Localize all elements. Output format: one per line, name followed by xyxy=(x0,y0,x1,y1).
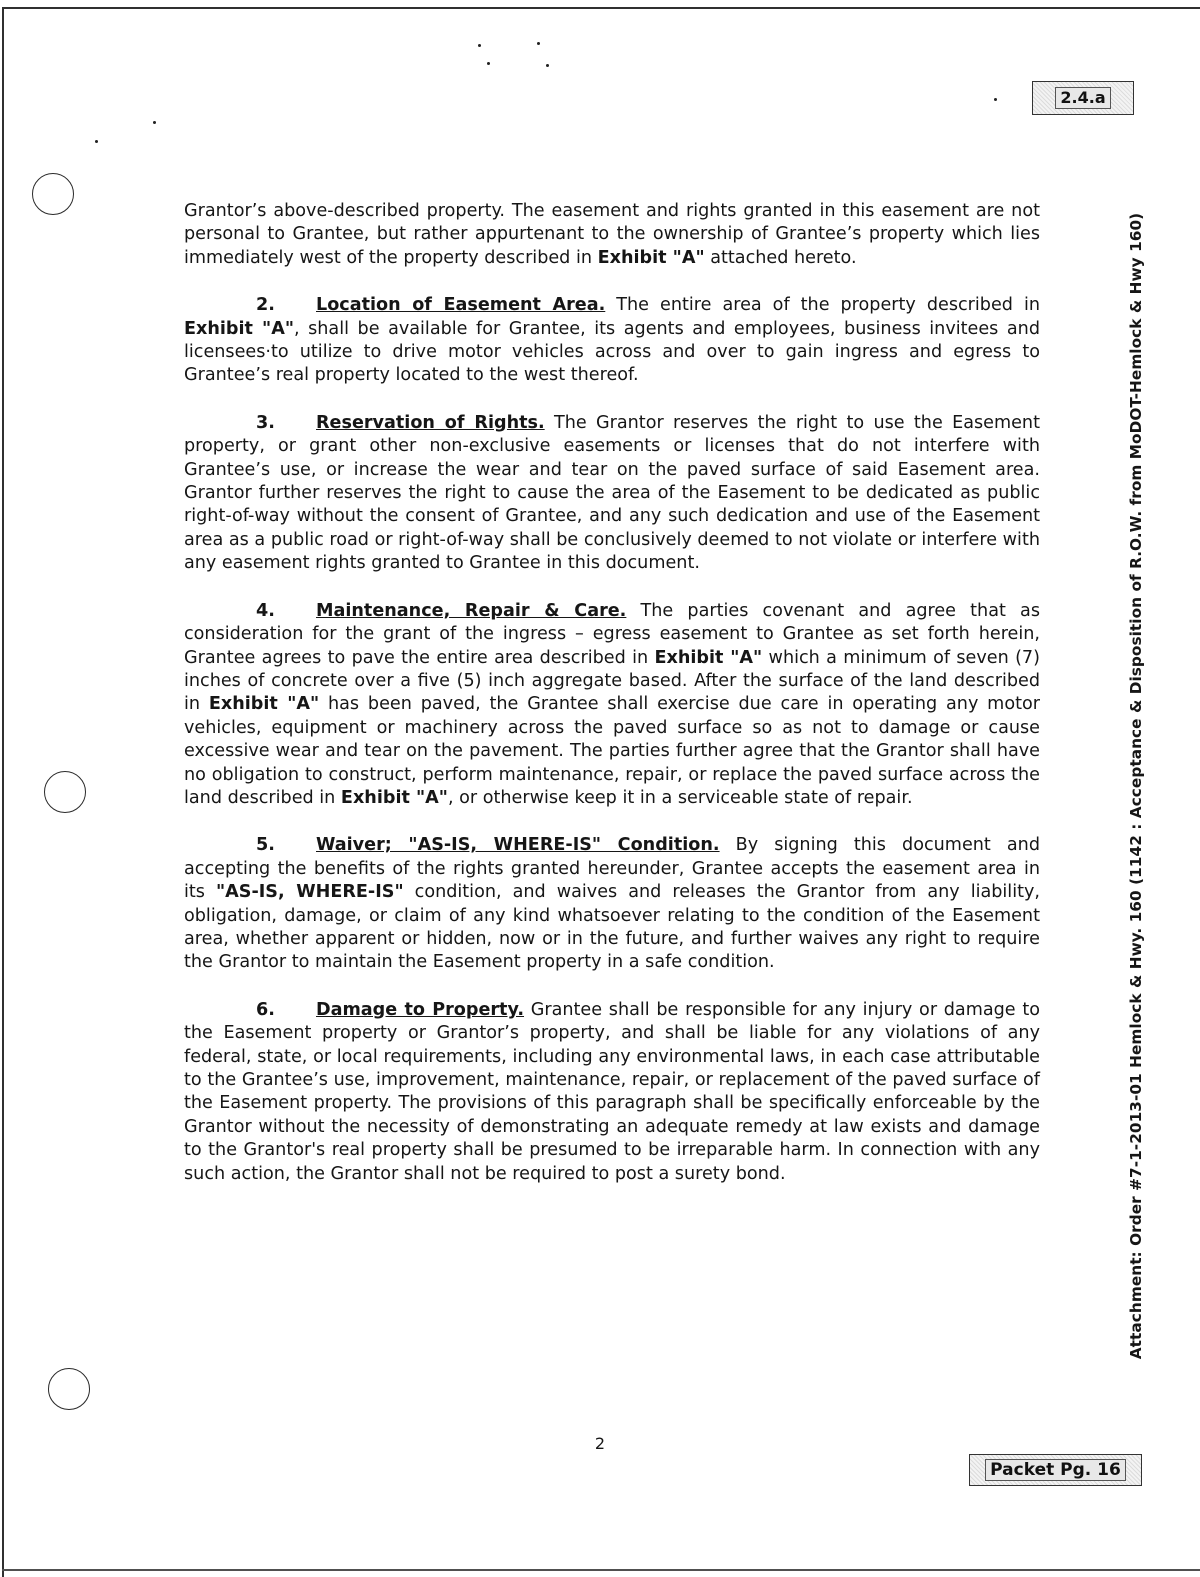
section-heading: Waiver; "AS-IS, WHERE-IS" Condition. xyxy=(316,835,720,856)
section-text: The entire area of the property described in xyxy=(605,295,1040,316)
section-number: 6. xyxy=(256,999,275,1020)
section-text: which a minimum of seven (7) inches of concrete over a five (5) inch aggregate based. After the surface of the land described in xyxy=(184,647,1040,715)
page-border-top xyxy=(2,7,1200,9)
attachment-side-label-text: Attachment: Order #7-1-2013-01 Hemlock & Hwy. 160 (1142 : Acceptance & Disposition of R.O.W. from MoDOT-Hemlock & Hwy 160) xyxy=(1127,212,1145,1360)
section-5-paragraph xyxy=(184,834,1040,974)
exhibit-reference: Exhibit "A" xyxy=(597,247,705,268)
section-6-paragraph xyxy=(184,999,1040,1186)
scan-speck xyxy=(994,98,997,101)
section-number: 4. xyxy=(256,600,275,621)
section-text: The Grantor reserves the right to use the Easement property, or grant other non-exclusive easements or licenses that do not interfere with Grantee’s use, or increase the wear and tear on the paved surface of said Easement area. Grantor further reserves the right to cause the area of the Easement to be dedicated as public right-of-way without the consent of Grantee, and any such dedication and use of the Easement area as a public road or right-of-way shall be conclusively deemed to not violate or interfere with any easement rights granted to Grantee in this document. xyxy=(184,412,1040,574)
intro-paragraph xyxy=(184,200,1040,270)
section-number: 2. xyxy=(256,295,275,316)
section-text: By signing this document and accepting the benefits of the rights granted hereunder, Grantee accepts the easement area in its xyxy=(184,835,1040,903)
page-number: 2 xyxy=(594,1434,606,1453)
scan-speck xyxy=(487,62,490,65)
section-text: , or otherwise keep it in a serviceable state of repair. xyxy=(447,787,913,808)
section-heading: Location of Easement Area. xyxy=(316,295,606,316)
attachment-side-label xyxy=(1125,200,1147,1372)
as-is-reference: "AS-IS, WHERE-IS" xyxy=(215,882,404,903)
scan-speck xyxy=(537,42,540,45)
section-heading: Reservation of Rights. xyxy=(316,412,545,433)
punch-hole-top xyxy=(32,173,74,215)
section-3-paragraph xyxy=(184,412,1040,576)
scan-speck xyxy=(95,140,98,143)
exhibit-reference: Exhibit "A" xyxy=(208,694,320,715)
exhibit-reference: Exhibit "A" xyxy=(654,647,763,668)
punch-hole-bottom xyxy=(48,1368,90,1410)
packet-page-stamp-label: Packet Pg. 16 xyxy=(985,1459,1126,1481)
punch-hole-middle xyxy=(44,771,86,813)
section-text: , shall be available for Grantee, its agents and employees, business invitees and licensees·to utilize to drive motor vehicles across and over to gain ingress and egress to Grantee’s real property located to the west thereof. xyxy=(184,318,1040,386)
section-text: condition, and waives and releases the Grantor from any liability, obligation, damage, or claim of any kind whatsoever relating to the condition of the Easement area, whether apparent or hidden, now or in the future, and further waives any right to require the Grantor to maintain the Easement property in a safe condition. xyxy=(184,882,1040,973)
packet-page-stamp xyxy=(969,1454,1142,1486)
section-2-paragraph xyxy=(184,294,1040,388)
section-4-paragraph xyxy=(184,600,1040,811)
section-text: Grantee shall be responsible for any injury or damage to the Easement property or Grantor’s property, and shall be liable for any violations of any federal, state, or local requirements, including any environmental laws, in each case attributable to the Grantee’s use, improvement, maintenance, repair, or replacement of the paved surface of the Easement property. The provisions of this paragraph shall be specifically enforceable by the Grantor without the necessity of demonstrating an adequate remedy at law exists and damage to the Grantor's real property shall be presumed to be irreparable harm. In connection with any such action, the Grantor shall not be required to post a surety bond. xyxy=(184,999,1040,1184)
exhibit-reference: Exhibit "A" xyxy=(340,787,448,808)
scan-speck xyxy=(478,44,481,47)
agenda-item-stamp xyxy=(1032,81,1134,115)
page-border-left xyxy=(2,7,4,1577)
scan-speck xyxy=(153,121,156,124)
section-text: has been paved, the Grantee shall exercise due care in operating any motor vehicles, equipment or machinery across the paved surface so as not to damage or cause excessive wear and tear on the pavement. The parties further agree that the Grantor shall have no obligation to construct, perform maintenance, repair, or replace the paved surface across the land described in xyxy=(184,694,1040,808)
agenda-item-stamp-label: 2.4.a xyxy=(1055,87,1110,109)
section-number: 5. xyxy=(256,835,275,856)
exhibit-reference: Exhibit "A" xyxy=(184,318,294,339)
section-number: 3. xyxy=(256,412,275,433)
section-heading: Damage to Property. xyxy=(316,999,525,1020)
document-body xyxy=(184,200,1040,1210)
page-border-bottom xyxy=(2,1569,1200,1571)
section-heading: Maintenance, Repair & Care. xyxy=(316,600,627,621)
scan-speck xyxy=(546,64,549,67)
intro-text: Grantor’s above-described property. The easement and rights granted in this easement are not personal to Grantee, but rather appurtenant to the ownership of Grantee’s property which lies immediately west of the property described in xyxy=(184,201,1040,268)
section-text: The parties covenant and agree that as consideration for the grant of the ingress – egress easement to Grantee as set forth herein, Grantee agrees to pave the entire area described in xyxy=(184,600,1040,668)
intro-text-end: attached hereto. xyxy=(704,247,857,268)
